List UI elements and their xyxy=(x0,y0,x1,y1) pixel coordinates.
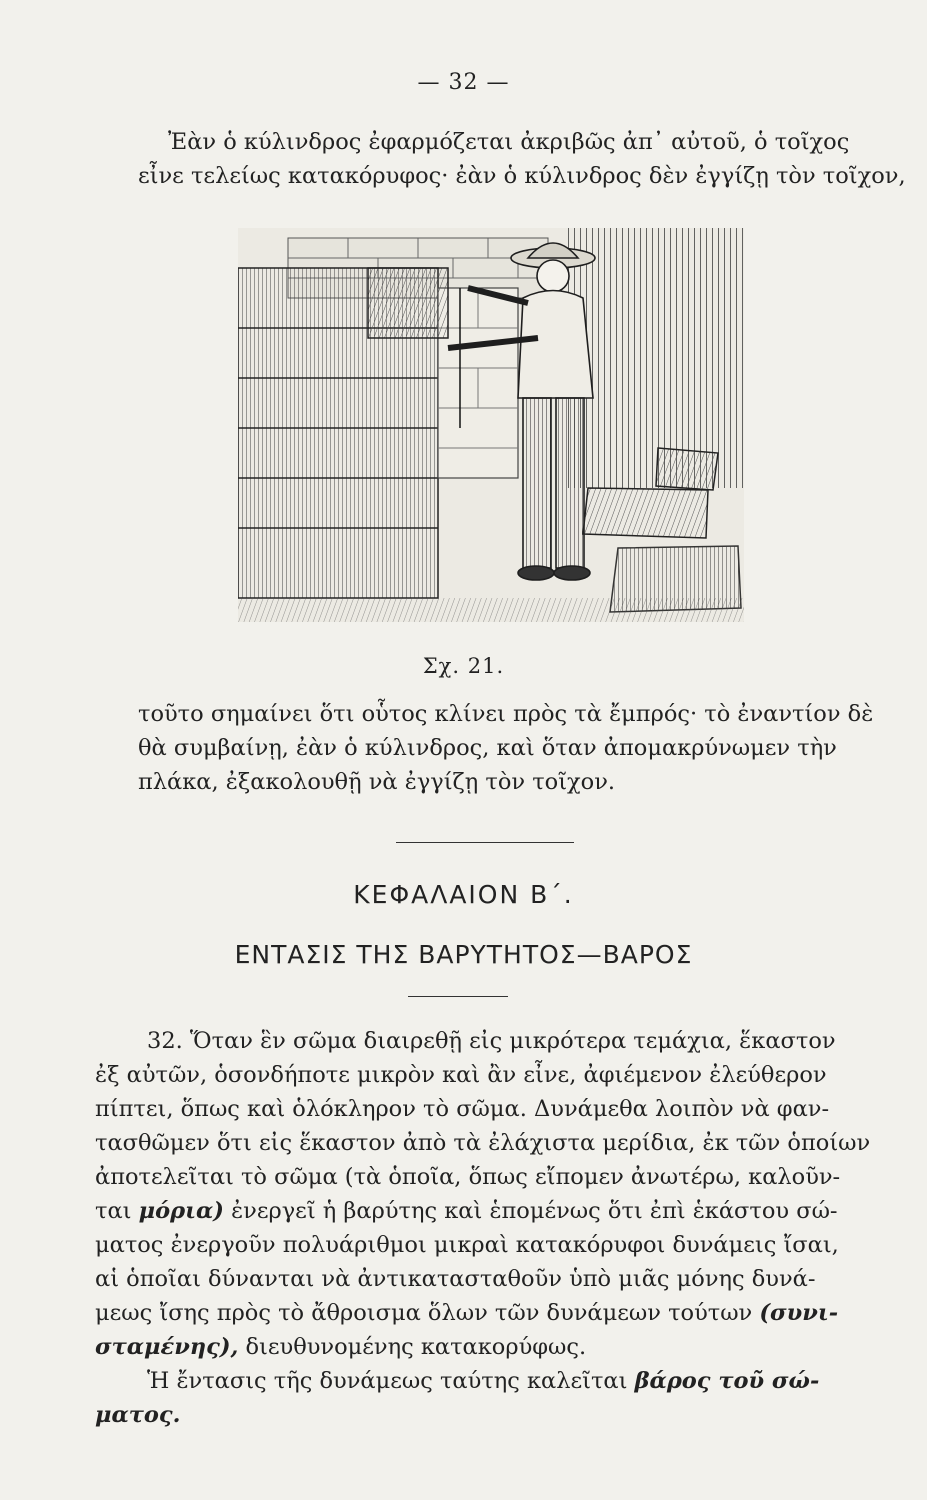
text-line: τοῦτο σημαίνει ὅτι οὗτος κλίνει πρὸς τὰ ἔμπρός· τὸ ἐναντίον δὲ xyxy=(138,701,874,727)
text-line xyxy=(95,1330,865,1364)
engraving-illustration xyxy=(238,228,744,622)
text-line: 32. Ὅταν ἓν σῶμα διαιρεθῇ εἰς μικρότερα τεμάχια, ἕκαστον xyxy=(147,1028,836,1054)
section-32-paragraph xyxy=(95,1024,871,1432)
divider-rule xyxy=(396,842,574,843)
text-line: πλάκα, ἐξακολουθῇ νὰ ἐγγίζῃ τὸν τοῖχον. xyxy=(138,769,616,795)
chapter-title: ΕΝΤΑΣΙΣ ΤΗΣ ΒΑΡΥΤΗΤΟΣ—ΒΑΡΟΣ xyxy=(234,940,693,969)
text-fragment: διευθυνομένης κατακορύφως. xyxy=(245,1334,587,1360)
engraving-mason-with-plumb-line xyxy=(238,228,744,622)
text-fragment: ἐνεργεῖ ἡ βαρύτης καὶ ἑπομένως ὅτι ἐπὶ ἑκάστου σώ- xyxy=(231,1198,838,1224)
text-line xyxy=(95,1194,865,1228)
emphasis-term: βάρος τοῦ σώ- xyxy=(634,1368,820,1394)
text-line: εἶνε τελείως κατακόρυφος· ἐὰν ὁ κύλινδρος δὲν ἐγγίζῃ τὸν τοῖχον, xyxy=(138,163,906,189)
emphasis-term: μόρια) xyxy=(138,1198,224,1224)
text-line: ἀποτελεῖται τὸ σῶμα (τὰ ὁποῖα, ὅπως εἴπομεν ἀνωτέρω, καλοῦν- xyxy=(95,1164,841,1190)
emphasis-term: σταμένης), xyxy=(95,1334,239,1360)
text-line xyxy=(95,1364,865,1398)
text-line xyxy=(95,1296,865,1330)
figure-caption: Σχ. 21. xyxy=(422,654,505,678)
text-line: τασθῶμεν ὅτι εἰς ἕκαστον ἀπὸ τὰ ἐλάχιστα μερίδια, ἐκ τῶν ὁποίων xyxy=(95,1130,871,1156)
text-line: πίπτει, ὅπως καὶ ὁλόκληρον τὸ σῶμα. Δυνάμεθα λοιπὸν νὰ φαν- xyxy=(95,1096,830,1122)
intro-paragraph xyxy=(138,125,906,193)
continuation-paragraph xyxy=(138,697,874,799)
page-number: — 32 — xyxy=(417,70,510,95)
emphasis-term: (συνι- xyxy=(759,1300,839,1326)
text-fragment: Ἡ ἔντασις τῆς δυνάμεως ταύτης καλεῖται xyxy=(147,1368,628,1394)
text-line: Ἐὰν ὁ κύλινδρος ἐφαρμόζεται ἀκριβῶς ἀπ᾽ αὐτοῦ, ὁ τοῖχος xyxy=(168,129,850,155)
text-line: αἱ ὁποῖαι δύνανται νὰ ἀντικατασταθοῦν ὑπὸ μιᾶς μόνης δυνά- xyxy=(95,1266,816,1292)
text-line: ἐξ αὐτῶν, ὁσονδήποτε μικρὸν καὶ ἂν εἶνε, ἀφιέμενον ἐλεύθερον xyxy=(95,1062,827,1088)
divider-rule xyxy=(408,996,508,997)
text-line: ματος ἐνεργοῦν πολυάριθμοι μικραὶ κατακόρυφοι δυνάμεις ἴσαι, xyxy=(95,1232,839,1258)
emphasis-term: ματος. xyxy=(95,1402,181,1428)
text-line: θὰ συμβαίνῃ, ἐὰν ὁ κύλινδρος, καὶ ὅταν ἀπομακρύνωμεν τὴν xyxy=(138,735,837,761)
chapter-heading: ΚΕΦΑΛΑΙΟΝ Β΄. xyxy=(353,880,574,909)
text-fragment: ται xyxy=(95,1198,132,1224)
text-fragment: μεως ἴσης πρὸς τὸ ἄθροισμα ὅλων τῶν δυνάμεων τούτων xyxy=(95,1300,753,1326)
